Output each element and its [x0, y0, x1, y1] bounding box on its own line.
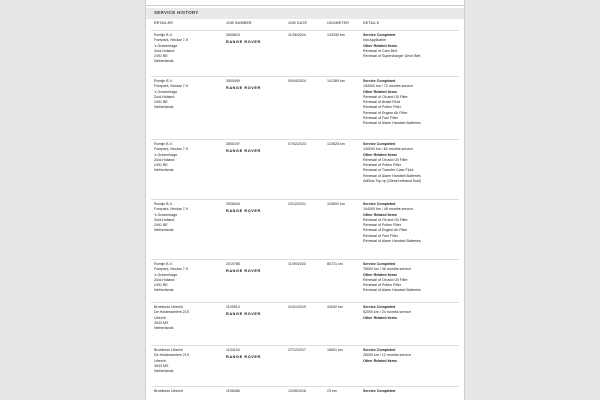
odometer-reading: 44052 km	[327, 305, 343, 309]
vehicle-model-wordmark: RANGE ROVER	[226, 149, 261, 153]
service-details-item: Renewal of Fuel Filter	[363, 116, 398, 121]
service-details-item: 154000 km / 72 months service	[363, 84, 413, 89]
odometer-reading: 143330 km	[327, 33, 345, 37]
service-details-heading: Other Related Items	[363, 358, 397, 363]
column-header-details: DETAILS	[363, 21, 380, 25]
retailer-address-line: Zuid-Holland	[154, 157, 175, 162]
service-details-item: 52000 km / 24 months service	[363, 310, 411, 315]
retailer-address-line: Romijn B.V.	[154, 262, 173, 266]
vehicle-model-wordmark: RANGE ROVER	[226, 355, 261, 359]
column-header-odometer: ODOMETER	[327, 21, 349, 25]
odometer-reading: 16651 km	[327, 348, 343, 352]
service-details-item: Renewal of Pollen Filter	[363, 105, 401, 110]
service-details	[363, 79, 421, 127]
service-details-heading: Service Completed	[363, 305, 396, 309]
row-divider	[151, 139, 459, 140]
service-details-heading: Service Completed	[363, 33, 396, 37]
retailer-address-line: 's Gravenhage	[154, 212, 178, 217]
job-number: 2926094	[226, 202, 240, 206]
section-title: SERVICE HISTORY	[154, 10, 199, 15]
retailer-address-line: Netherlands	[154, 288, 174, 293]
service-details-item: Renewal of Pollen Filter	[363, 223, 401, 228]
service-details-item: Renewal of Oil and Oil Filter	[363, 94, 408, 99]
retailer-address-line: De Holdenamiem 21S	[154, 310, 190, 315]
service-details-heading: Other Related Items	[363, 43, 397, 48]
top-strip	[146, 0, 464, 6]
service-details-item: Renewal of Supercharger Drive Belt	[363, 54, 421, 59]
retailer-address-line: 's Gravenhage	[154, 43, 178, 48]
retailer-address	[154, 142, 188, 174]
retailer-address-line: Zuid-Holland	[154, 277, 175, 282]
job-number: 1198456	[226, 389, 240, 393]
odometer-reading: 123625 km	[327, 142, 345, 146]
service-details	[363, 262, 421, 294]
column-header-job-number: JOB NUMBER	[226, 21, 252, 25]
job-date: 07/02/2023	[288, 142, 306, 146]
service-details-item: Renewal of Engine Air Filter	[363, 110, 408, 115]
service-details-heading: Other Related Items	[363, 89, 397, 94]
retailer-address-line: Zuid-Holland	[154, 48, 175, 53]
job-number: 1104104	[226, 348, 240, 352]
row-divider	[151, 259, 459, 260]
retailer-address-line: 2491 BE	[154, 100, 168, 105]
service-details-heading: Service Completed	[363, 389, 396, 393]
job-date: 11/06/2024	[288, 33, 306, 37]
retailer-address-line: Netherlands	[154, 59, 174, 64]
document-page	[145, 0, 465, 400]
service-details-item: Renewal of Cam Belt	[363, 48, 397, 53]
retailer-address-line: Romijn B.V.	[154, 79, 173, 83]
row-divider	[151, 199, 459, 200]
job-date: 31/01/2019	[288, 305, 306, 309]
retailer-address-line: 2491 BE	[154, 163, 168, 168]
retailer-address-line: 3543 MS	[154, 363, 169, 368]
job-date: 11/09/2020	[288, 262, 306, 266]
service-details-heading: Service Completed	[363, 262, 396, 266]
column-header-job-date: JOB DATE	[288, 21, 308, 25]
job-date: 23/12/2021	[288, 202, 306, 206]
service-details-item: Renewal of Fuel Filter	[363, 233, 398, 238]
retailer-address-line: Zuid-Holland	[154, 217, 175, 222]
service-details-item: Renewal of Oil and Oil Filter	[363, 277, 408, 282]
service-details-item: 130000 km / 60 months service	[363, 147, 413, 152]
retailer-address	[154, 348, 189, 374]
retailer-address-line: Netherlands	[154, 228, 174, 233]
retailer-address-line: Netherlands	[154, 326, 174, 331]
retailer-address-line: 's Gravenhage	[154, 272, 178, 277]
job-date: 09/04/2024	[288, 79, 306, 83]
retailer-address-line: 2491 BE	[154, 223, 168, 228]
vehicle-model-wordmark: RANGE ROVER	[226, 86, 261, 90]
service-details-item: AdBlue Top up (Diesel exhaust fluid)	[363, 179, 421, 184]
row-divider	[151, 345, 459, 346]
service-details-item: 26000 km / 12 months service	[363, 353, 411, 358]
service-details-heading: Other Related Items	[363, 152, 397, 157]
retailer-address-line: Broekhuis Utrecht	[154, 305, 183, 309]
retailer-address	[154, 262, 188, 294]
retailer-address-line: Forepark, Neckar 7-9	[154, 38, 188, 43]
job-date: 12/08/2016	[288, 389, 306, 393]
section-header	[146, 8, 464, 19]
retailer-address-line: 3543 MS	[154, 320, 169, 325]
service-details-item: Renewal of Alarm Handset Batteries	[363, 239, 421, 244]
retailer-address-line: Netherlands	[154, 369, 174, 374]
retailer-address-line: 2491 BE	[154, 54, 168, 59]
retailer-address-line: Forepark, Neckar 7-9	[154, 147, 188, 152]
service-details-item: Renewal of Oil and Oil Filter	[363, 217, 408, 222]
column-header-retailer: RETAILER	[154, 21, 173, 25]
job-number: 3505499	[226, 79, 240, 83]
retailer-address-line: Netherlands	[154, 105, 174, 110]
service-details-item: Renewal of Alarm Handset Batteries	[363, 121, 421, 126]
service-details-item: Renewal of Pollen Filter	[363, 283, 401, 288]
odometer-reading: 103692 km	[327, 202, 345, 206]
retailer-address-line: Utrecht	[154, 315, 166, 320]
service-details-item: Not Applicable	[363, 38, 386, 43]
vehicle-model-wordmark: RANGE ROVER	[226, 40, 261, 44]
retailer-address-line: 's Gravenhage	[154, 152, 178, 157]
job-number: 1109913	[226, 305, 240, 309]
retailer-address-line: Netherlands	[154, 168, 174, 173]
retailer-address-line: Broekhuis Utrecht	[154, 348, 183, 352]
service-details-item: Renewal of Oil and Oil Filter	[363, 157, 408, 162]
retailer-address	[154, 305, 189, 331]
service-details-item: Renewal of Alarm Handset Batteries	[363, 173, 421, 178]
retailer-address-line: Forepark, Neckar 7-9	[154, 267, 188, 272]
vehicle-model-wordmark: RANGE ROVER	[226, 209, 261, 213]
row-divider	[151, 386, 459, 387]
service-details	[363, 389, 395, 394]
service-details-heading: Other Related Items	[363, 212, 397, 217]
service-details-item: Renewal of Brake Fluid	[363, 100, 401, 105]
vehicle-model-wordmark: RANGE ROVER	[226, 269, 261, 273]
service-details-heading: Other Related Items	[363, 315, 397, 320]
odometer-reading: 141369 km	[327, 79, 345, 83]
odometer-reading: 80721 km	[327, 262, 343, 266]
service-details-item: Renewal of Pollen Filter	[363, 163, 401, 168]
retailer-address-line: Broekhuis Utrecht	[154, 389, 183, 393]
service-details	[363, 142, 421, 184]
retailer-address	[154, 33, 188, 65]
retailer-address-line: Forepark, Neckar 7-9	[154, 84, 188, 89]
odometer-reading: 23 km	[327, 389, 337, 393]
service-details-item: 104000 km / 48 months service	[363, 207, 413, 212]
vehicle-model-wordmark: RANGE ROVER	[226, 312, 261, 316]
job-date: 27/12/2017	[288, 348, 306, 352]
service-details-heading: Service Completed	[363, 79, 396, 83]
retailer-address-line: 2491 BE	[154, 283, 168, 288]
service-details-item: Renewal of Transfer Case Fluid	[363, 168, 414, 173]
job-number: 3505810	[226, 33, 240, 37]
retailer-address-line: Romijn B.V.	[154, 202, 173, 206]
service-details-heading: Service Completed	[363, 348, 396, 352]
retailer-address-line: Romijn B.V.	[154, 33, 173, 37]
service-details	[363, 33, 420, 59]
service-details-item: Renewal of Alarm Handset Batteries	[363, 288, 421, 293]
service-details-heading: Service Completed	[363, 142, 396, 146]
service-details-item: Renewal of Engine Air Filter	[363, 228, 408, 233]
service-details-item: 78000 km / 36 months service	[363, 267, 411, 272]
service-details-heading: Other Related Items	[363, 272, 397, 277]
retailer-address-line: Utrecht	[154, 358, 166, 363]
job-number: 2019785	[226, 262, 240, 266]
service-details	[363, 305, 411, 321]
retailer-address	[154, 79, 188, 111]
retailer-address-line: Forepark, Neckar 7-9	[154, 207, 188, 212]
retailer-address-line: De Holdenamiem 21S	[154, 353, 190, 358]
row-divider	[151, 76, 459, 77]
header-divider	[151, 30, 459, 31]
service-details-heading: Service Completed	[363, 202, 396, 206]
retailer-address	[154, 389, 183, 394]
retailer-address-line: Romijn B.V.	[154, 142, 173, 146]
service-details	[363, 348, 411, 364]
row-divider	[151, 302, 459, 303]
retailer-address-line: Zuid-Holland	[154, 94, 175, 99]
retailer-address-line: 's Gravenhage	[154, 89, 178, 94]
service-details	[363, 202, 421, 244]
retailer-address	[154, 202, 188, 234]
job-number: 3505197	[226, 142, 240, 146]
